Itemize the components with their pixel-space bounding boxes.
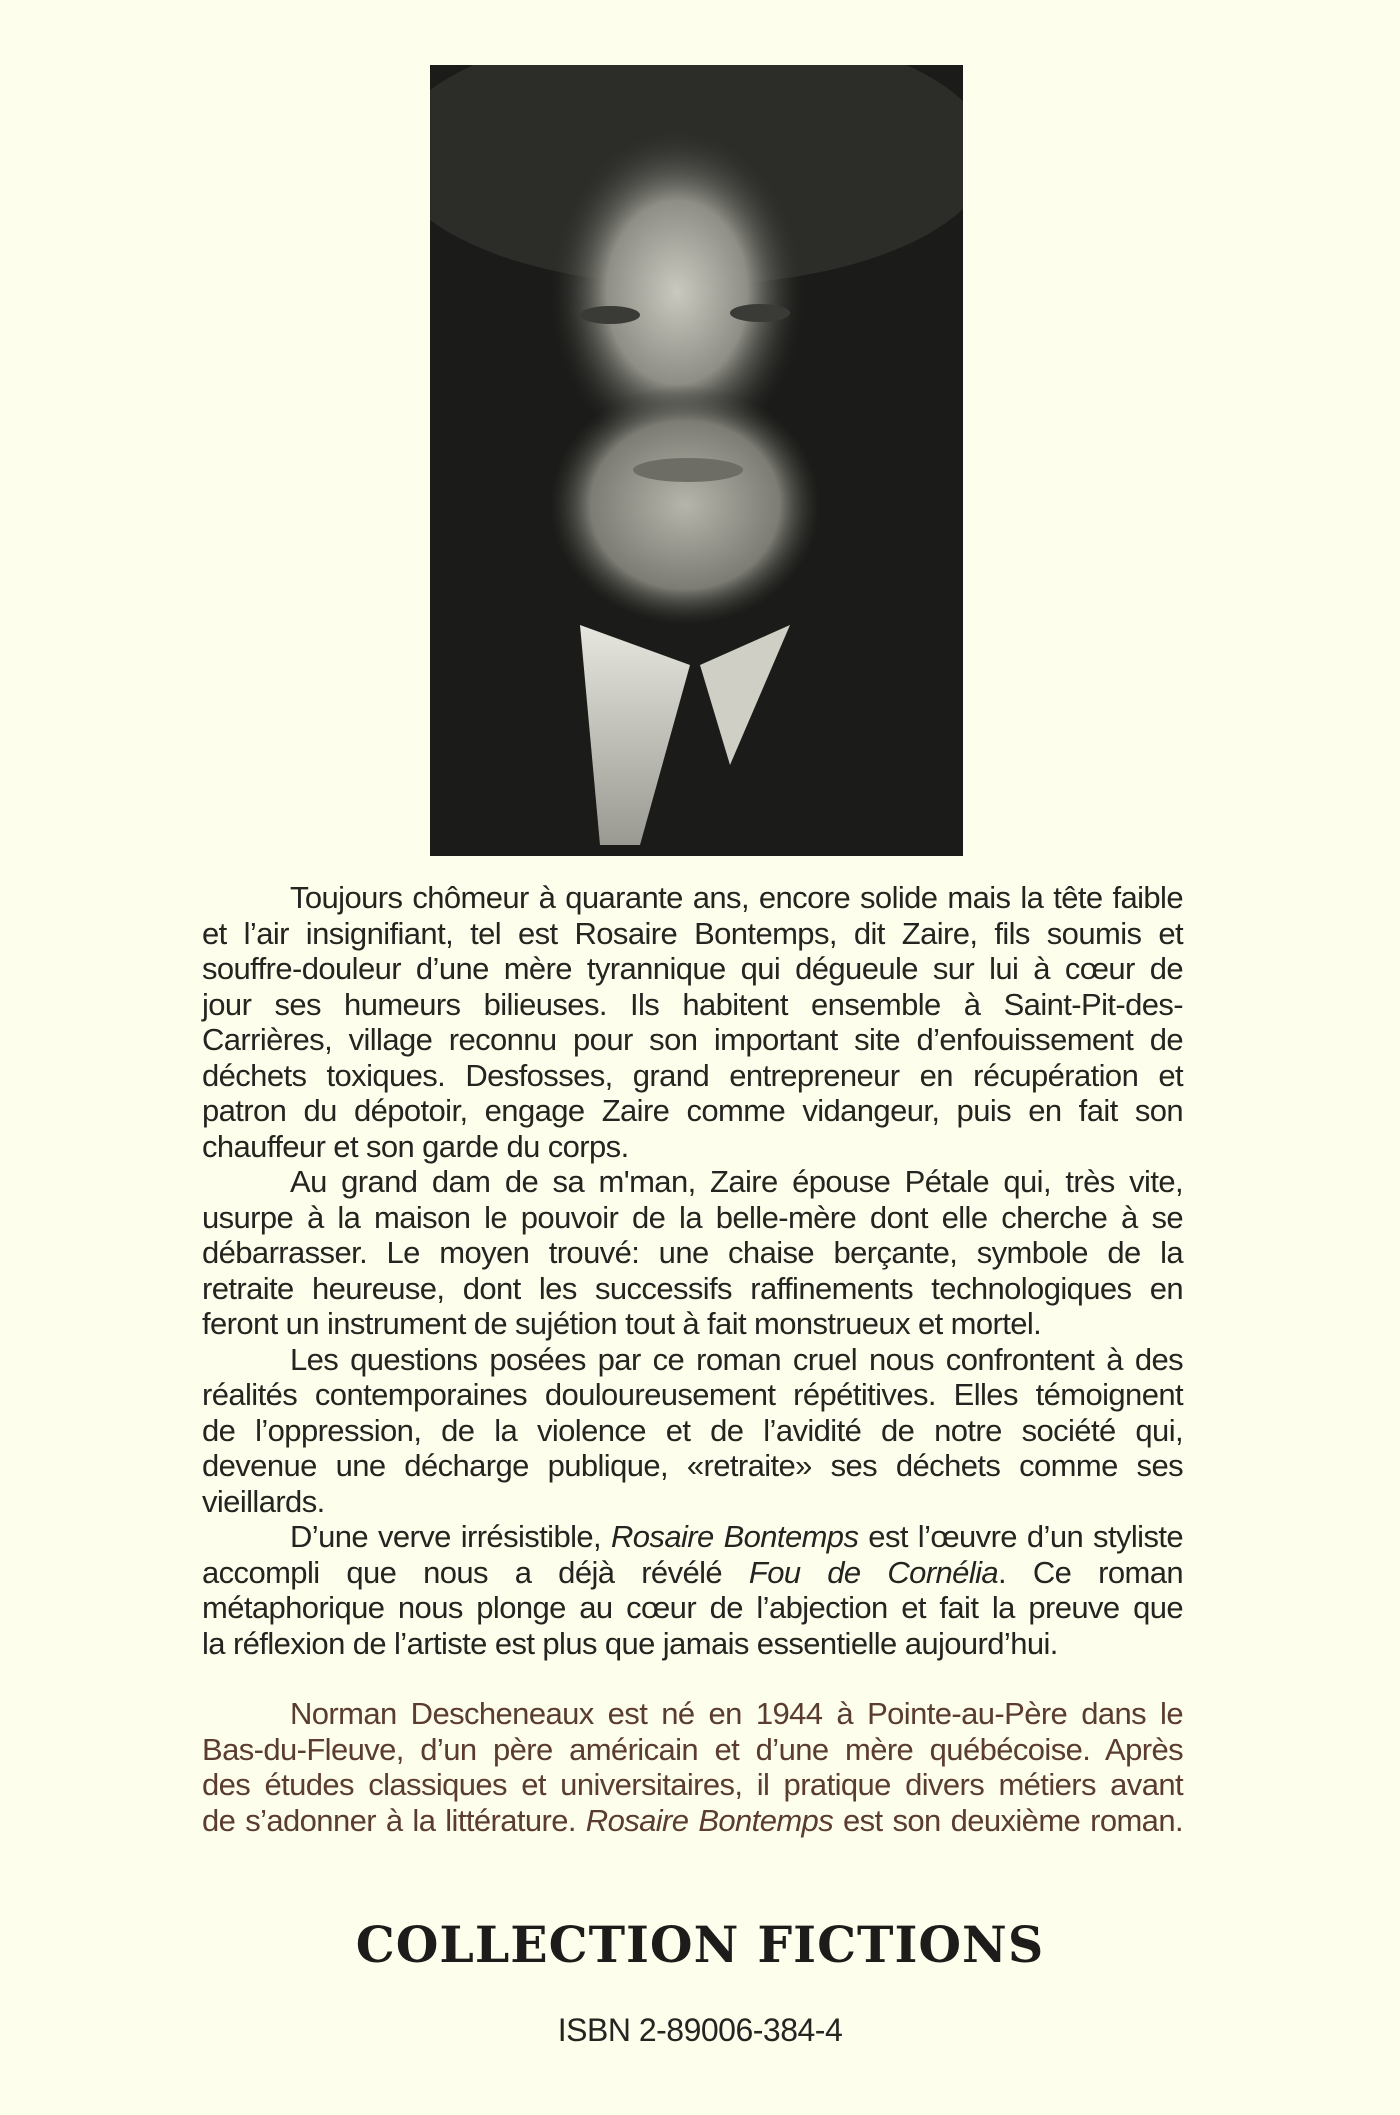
text-line: Carrières, village reconnu pour son important site d’enfouissement de (202, 1022, 1183, 1057)
isbn: ISBN 2-89006-384-4 (557, 2012, 843, 2048)
text-line: débarrasser. Le moyen trouvé: une chaise berçante, symbole de la (202, 1235, 1183, 1270)
text-line: des études classiques et universitaires, il pratique divers métiers avant (202, 1767, 1183, 1802)
text-line: souffre-douleur d’une mère tyrannique qui dégueule sur lui à cœur de (202, 951, 1183, 986)
spacer (202, 1661, 1183, 1696)
text-line: devenue une décharge publique, «retraite» ses déchets comme ses (202, 1448, 1183, 1483)
text-run: D’une verve irrésistible, (290, 1519, 611, 1554)
text-line: Bas-du-Fleuve, d’un père américain et d’une mère québécoise. Après (202, 1731, 1183, 1767)
text-line: chauffeur et son garde du corps. (202, 1128, 629, 1164)
text-run: est son deuxième roman. (833, 1802, 1183, 1838)
text-line: Toujours chômeur à quarante ans, encore solide mais la tête faible (290, 880, 1183, 915)
author-portrait-image (430, 65, 963, 856)
paragraph-4 (202, 1519, 1183, 1661)
text-run: accompli que nous a déjà révélé (202, 1554, 749, 1590)
text-line: usurpe à la maison le pouvoir de la belle-mère dont elle cherche à se (202, 1199, 1183, 1235)
author-bio (202, 1696, 1183, 1838)
text-line (202, 1519, 1183, 1555)
text-line: déchets toxiques. Desfosses, grand entrepreneur en récupération et (202, 1057, 1183, 1093)
text-run: est l’œuvre d’un styliste (858, 1519, 1183, 1554)
text-line: la réflexion de l’artiste est plus que jamais essentielle aujourd’hui. (202, 1625, 1058, 1661)
paragraph-3 (202, 1342, 1183, 1520)
text-line: réalités contemporaines douloureusement répétitives. Elles témoignent (202, 1377, 1183, 1412)
text-line: Norman Descheneaux est né en 1944 à Pointe-au-Père dans le (290, 1696, 1183, 1731)
text-run: . Ce roman (998, 1554, 1183, 1590)
text-line: et l’air insignifiant, tel est Rosaire Bontemps, dit Zaire, fils soumis et (202, 915, 1183, 951)
text-line: feront un instrument de sujétion tout à fait monstrueux et mortel. (202, 1306, 1042, 1341)
text-line: métaphorique nous plonge au cœur de l’abjection et fait la preuve que (202, 1590, 1183, 1625)
text-line (202, 1555, 1183, 1591)
collection-title: COLLECTION FICTIONS (355, 1915, 1045, 1974)
text-line: Au grand dam de sa m'man, Zaire épouse Pétale qui, très vite, (290, 1164, 1183, 1199)
text-line: vieillards. (202, 1483, 325, 1519)
text-line: patron du dépotoir, engage Zaire comme vidangeur, puis en fait son (202, 1093, 1183, 1128)
book-title: Rosaire Bontemps (611, 1519, 859, 1554)
paragraph-1 (202, 880, 1183, 1164)
text-line: de l’oppression, de la violence et de l’avidité de notre société qui, (202, 1412, 1183, 1448)
text-run: de s’adonner à la littérature. (202, 1802, 586, 1838)
text-line: retraite heureuse, dont les successifs raffinements technologiques en (202, 1270, 1183, 1306)
book-title: Rosaire Bontemps (585, 1802, 834, 1838)
text-line (202, 1803, 1183, 1839)
text-line: Les questions posées par ce roman cruel nous confrontent à des (290, 1341, 1183, 1377)
book-title: Fou de Cornélia (748, 1554, 999, 1590)
paragraph-2 (202, 1164, 1183, 1342)
text-line: jour ses humeurs bilieuses. Ils habitent ensemble à Saint-Pit-des- (202, 986, 1183, 1022)
author-photo (430, 65, 963, 856)
back-cover-blurb (202, 880, 1183, 1838)
